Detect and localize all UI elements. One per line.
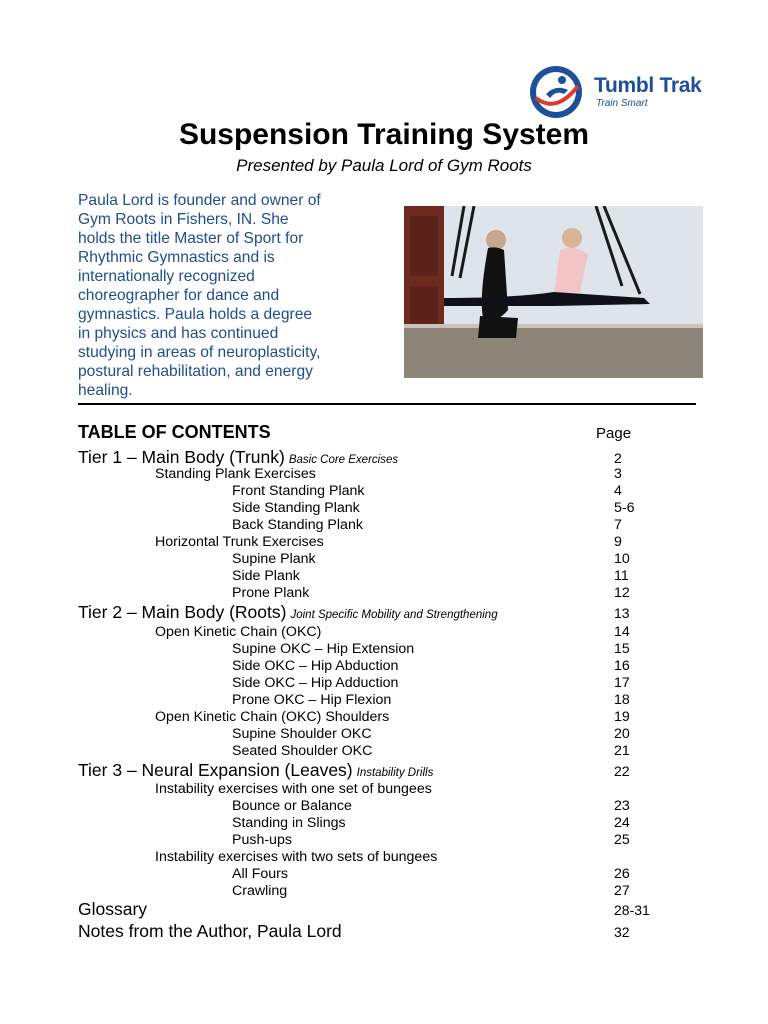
toc-entry-page: 17 xyxy=(614,675,630,691)
toc-entry-page: 22 xyxy=(614,763,630,779)
toc-entry-label: Side OKC – Hip Adduction xyxy=(232,675,399,691)
bio-line: holds the title Master of Sport for xyxy=(78,230,304,247)
bio-line: gymnastics. Paula holds a degree xyxy=(78,306,313,323)
toc-entry-label: Back Standing Plank xyxy=(232,517,363,533)
toc-entry-label: Supine Plank xyxy=(232,551,316,567)
bio-line: studying in areas of neuroplasticity, xyxy=(78,344,321,361)
tumbl-trak-logo-icon xyxy=(528,64,584,120)
brand-name: Tumbl Trak xyxy=(594,74,702,97)
toc-entry-page: 25 xyxy=(614,832,630,848)
toc-entry-page: 32 xyxy=(614,924,630,940)
toc-entry-label: Supine OKC – Hip Extension xyxy=(232,641,415,657)
toc-entry-label: Side Standing Plank xyxy=(232,500,360,516)
toc-entry-page: 27 xyxy=(614,883,630,899)
toc-entry-label: Open Kinetic Chain (OKC) xyxy=(155,624,322,640)
page-title: Suspension Training System xyxy=(178,118,590,151)
page-subtitle: Presented by Paula Lord of Gym Roots xyxy=(236,156,532,175)
toc-entry-page: 10 xyxy=(614,551,630,567)
toc-entry-label: Standing Plank Exercises xyxy=(155,466,316,482)
toc-entry-page: 11 xyxy=(614,568,629,584)
toc-entry-page: 19 xyxy=(614,709,630,725)
toc-entry-label: Prone OKC – Hip Flexion xyxy=(232,692,392,708)
bio-line: choreographer for dance and xyxy=(78,287,280,304)
toc-entry-label: Crawling xyxy=(232,883,288,899)
brand-tagline: Train Smart xyxy=(596,98,648,109)
toc-entry-page: 3 xyxy=(614,466,622,482)
toc-entry-label: Prone Plank xyxy=(232,585,310,601)
toc-entry-label: Glossary xyxy=(78,899,148,919)
toc-entry-label: Bounce or Balance xyxy=(232,798,352,814)
toc-entry-label: Tier 3 – Neural Expansion (Leaves) xyxy=(78,760,353,780)
toc-entry-label: Front Standing Plank xyxy=(232,483,365,499)
toc-entry-page: 4 xyxy=(614,483,622,499)
toc-entry-page: 26 xyxy=(614,866,630,882)
toc-entry-label: Push-ups xyxy=(232,832,292,848)
toc-entry-label: Side OKC – Hip Abduction xyxy=(232,658,399,674)
author-bio xyxy=(78,191,396,400)
bio-line: Gym Roots in Fishers, IN. She xyxy=(78,211,289,228)
toc-entry-label: All Fours xyxy=(232,866,288,882)
brand-logo xyxy=(528,64,738,120)
toc-entry-page: 5-6 xyxy=(614,500,635,516)
toc-entry-label: Open Kinetic Chain (OKC) Shoulders xyxy=(155,709,390,725)
toc-entry-page: 18 xyxy=(614,692,630,708)
bio-line: in physics and has continued xyxy=(78,325,279,342)
bio-line: Rhythmic Gymnastics and is xyxy=(78,249,275,266)
toc-entry-description: Joint Specific Mobility and Strengthening xyxy=(290,609,498,621)
toc-entry-label: Instability exercises with one set of bungees xyxy=(155,781,432,797)
toc-entry-page: 2 xyxy=(614,450,622,466)
toc-entry-label: Seated Shoulder OKC xyxy=(232,743,373,759)
toc-entry-label: Standing in Slings xyxy=(232,815,346,831)
toc-entry-page: 15 xyxy=(614,641,630,657)
toc-page-column-heading: Page xyxy=(596,425,632,442)
toc-entry-page: 14 xyxy=(614,624,630,640)
toc-heading: TABLE OF CONTENTS xyxy=(78,422,271,442)
toc-entry-page: 7 xyxy=(614,517,622,533)
bio-line: healing. xyxy=(78,382,133,399)
toc-entry-description: Instability Drills xyxy=(356,767,434,779)
toc-entry-page: 20 xyxy=(614,726,630,742)
toc-entry-page: 21 xyxy=(614,743,630,759)
toc-entry-page: 16 xyxy=(614,658,630,674)
toc-entry-label: Supine Shoulder OKC xyxy=(232,726,372,742)
toc-entry-label: Instability exercises with two sets of bungees xyxy=(155,849,438,865)
toc-entry-page: 28-31 xyxy=(614,902,650,918)
toc-entry-page: 12 xyxy=(614,585,630,601)
suspension-training-photo xyxy=(404,206,703,378)
bio-line: postural rehabilitation, and energy xyxy=(78,363,313,380)
toc-entry-page: 23 xyxy=(614,798,630,814)
toc-entry-description: Basic Core Exercises xyxy=(288,454,399,466)
toc-entry-label: Tier 2 – Main Body (Roots) xyxy=(78,602,287,622)
bio-line: internationally recognized xyxy=(78,268,255,285)
toc-entry-page: 13 xyxy=(614,605,630,621)
toc-entry-page: 24 xyxy=(614,815,630,831)
section-divider xyxy=(78,403,696,405)
toc-entry-label: Side Plank xyxy=(232,568,300,584)
toc-entry-label: Notes from the Author, Paula Lord xyxy=(78,921,342,941)
toc-entry-label: Tier 1 – Main Body (Trunk) xyxy=(78,447,285,467)
bio-line: Paula Lord is founder and owner of xyxy=(78,192,321,209)
toc-entry-page: 9 xyxy=(614,534,622,550)
toc-entry-label: Horizontal Trunk Exercises xyxy=(155,534,324,550)
